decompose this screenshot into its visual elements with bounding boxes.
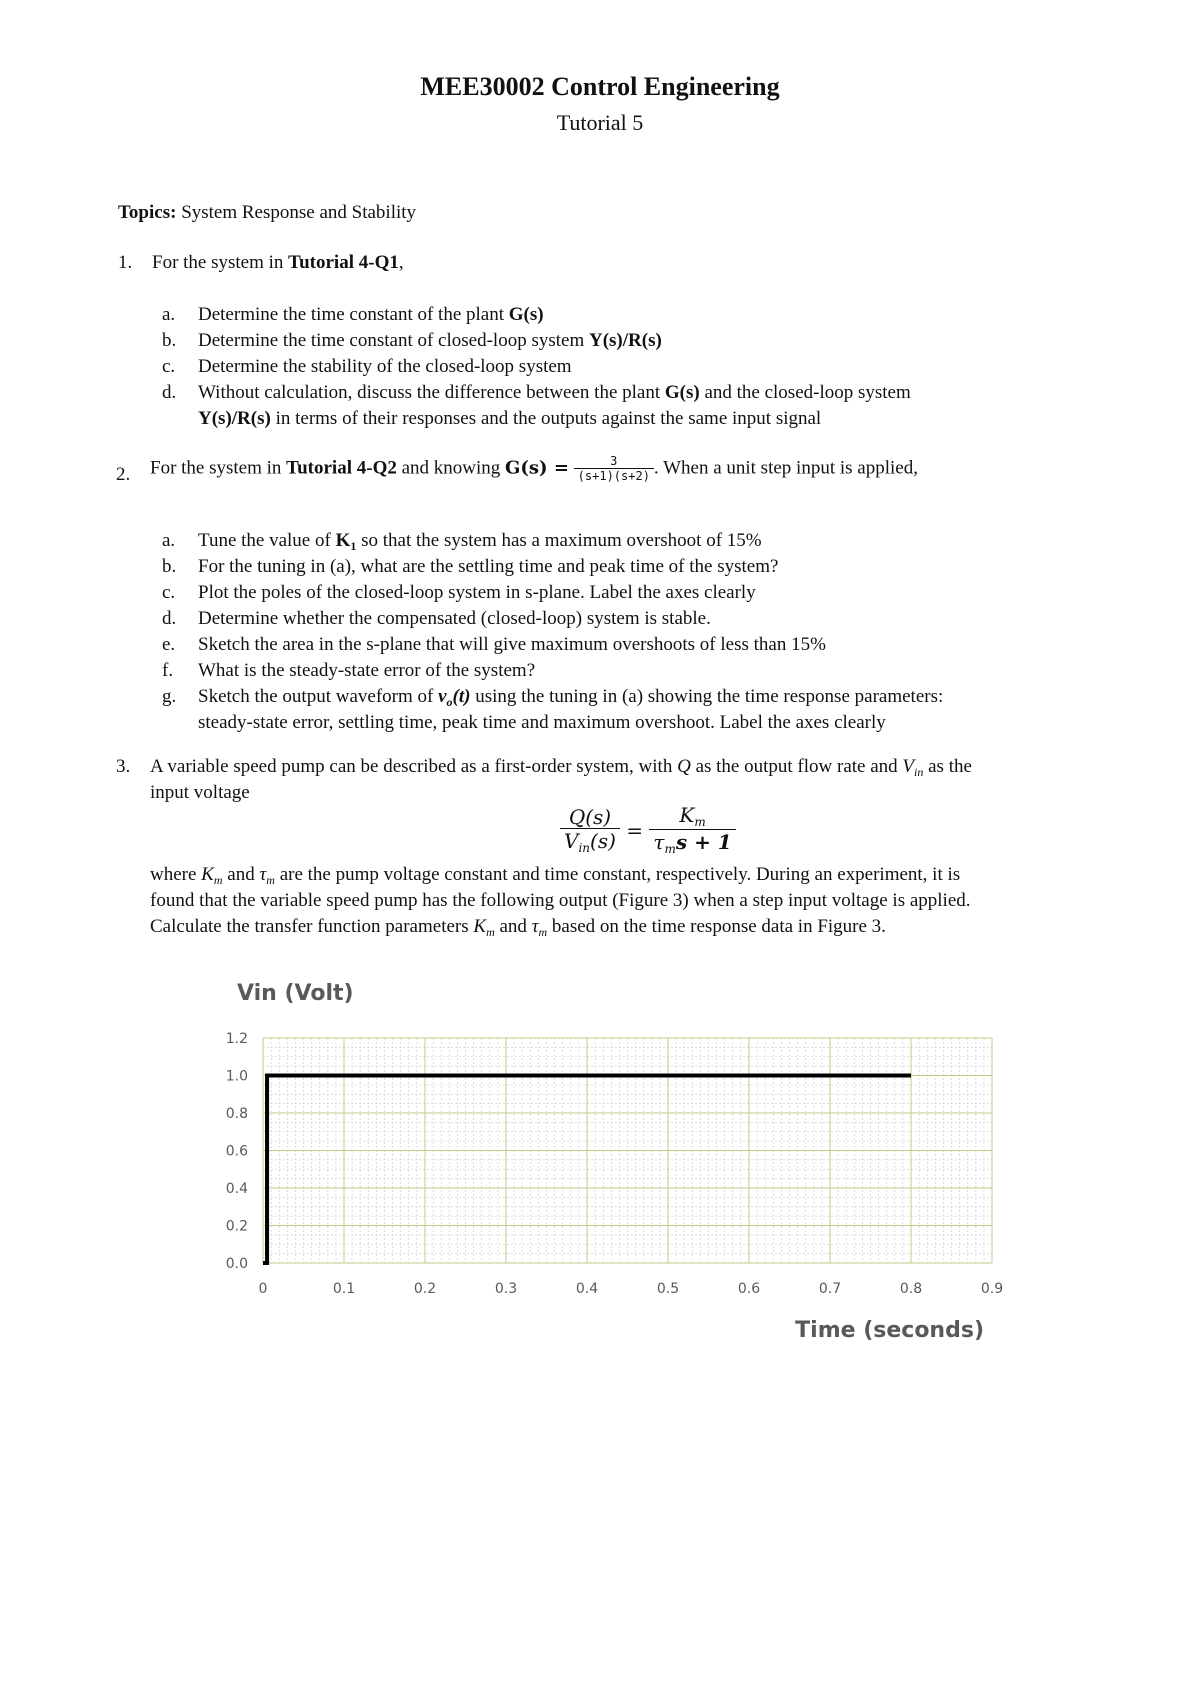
q3-eq-den-rest: (s) — [590, 828, 616, 853]
q3-text: Calculate the transfer function parameters — [150, 916, 469, 937]
q3-line5 — [150, 916, 886, 940]
q3-k-sub: m — [213, 873, 223, 887]
q1-item-bold: G(s) — [508, 304, 544, 325]
y-tick-label: 0.6 — [225, 1143, 248, 1160]
q3-eq-rhs-den — [649, 830, 735, 856]
x-tick-label: 0.4 — [575, 1281, 599, 1297]
x-tick-label: 0.9 — [980, 1281, 1004, 1297]
q2-item-letter: f. — [162, 660, 174, 681]
y-tick-label: 1.0 — [225, 1068, 248, 1085]
q3-equation — [560, 804, 736, 857]
q1-item-letter: b. — [162, 330, 177, 351]
q3-eq-lhs-num: Q(s) — [560, 806, 620, 829]
q2-vo — [438, 686, 470, 707]
q2-frac-den: (s+1)(s+2) — [577, 469, 650, 484]
q3-eq-den-rest: s + 1 — [675, 830, 732, 855]
y-tick-label: 0.2 — [225, 1218, 248, 1235]
q2-item-c: Plot the poles of the closed-loop system in s-plane. Label the axes clearly — [198, 582, 756, 603]
q1-item-d-line2 — [198, 408, 821, 430]
q1-item-letter: a. — [162, 304, 176, 325]
q3-var-vin — [902, 756, 923, 777]
q3-line1 — [150, 756, 972, 780]
q2-ref: Tutorial 4-Q2 — [286, 457, 397, 479]
q2-intro-mid: and knowing — [401, 457, 501, 479]
x-tick-label: 0.3 — [494, 1281, 518, 1297]
page-subtitle: Tutorial 5 — [556, 110, 644, 135]
q3-text: based on the time response data in Figure 3. — [551, 916, 886, 937]
q3-text: as the output flow rate and — [695, 756, 898, 777]
q2-vo-letter: v — [438, 686, 447, 707]
q2-vo-sub: o — [446, 695, 453, 709]
q2-frac-num: 3 — [574, 455, 654, 469]
q2-item-letter: g. — [162, 686, 177, 707]
q1-item-text: Without calculation, discuss the difference between the plant — [198, 382, 661, 403]
q3-km — [201, 864, 222, 885]
q2-item-letter: e. — [162, 634, 176, 655]
q2-item-b: For the tuning in (a), what are the settling time and peak time of the system? — [198, 556, 779, 577]
q3-k: K — [201, 864, 214, 885]
q2-item-text: using the tuning in (a) showing the time response parameters: — [475, 686, 944, 707]
q3-line3 — [150, 864, 960, 888]
q3-eq-tau: τ — [653, 830, 665, 855]
x-tick-label: 0.8 — [899, 1281, 923, 1297]
x-axis-label: Time (seconds) — [795, 1318, 984, 1343]
q3-tau: τ — [531, 916, 539, 937]
q3-k-sub: m — [486, 925, 495, 939]
q3-k: K — [473, 916, 487, 937]
q2-item-text: so that the system has a maximum overshoot of 15% — [361, 530, 762, 551]
q2-intro — [150, 455, 918, 484]
chart-svg — [205, 970, 1025, 1390]
q2-k1-sub: 1 — [350, 539, 357, 553]
q2-intro-text: For the system in — [150, 457, 282, 479]
q1-item-letter: d. — [162, 382, 177, 403]
q2-vo-post: (t) — [452, 686, 471, 707]
q3-number: 3. — [116, 756, 131, 777]
q1-item-c: Determine the stability of the closed-loop system — [198, 356, 572, 377]
q2-item-g — [198, 686, 943, 710]
q3-tau-sub: m — [538, 925, 548, 939]
y-tick-label: 0.0 — [225, 1256, 248, 1272]
x-tick-label: 0.1 — [332, 1281, 356, 1297]
q3-text: and — [499, 916, 527, 937]
q3-var-v: V — [902, 756, 915, 777]
q3-var-q: Q — [677, 756, 691, 777]
q3-var-v-sub: in — [914, 765, 924, 779]
q3-eq-k: K — [679, 803, 695, 827]
q3-eq-rhs — [649, 804, 735, 857]
q3-eq-den-sub: in — [578, 840, 591, 855]
q2-item-letter: a. — [162, 530, 176, 551]
q1-item-a — [198, 304, 544, 326]
q1-intro — [152, 252, 404, 274]
q2-intro-end: . When a unit step input is applied, — [653, 457, 918, 479]
q2-item-g-line2: steady-state error, settling time, peak time and maximum overshoot. Label the axes clearly — [198, 712, 886, 733]
q1-ref: Tutorial 4-Q1 — [288, 252, 399, 273]
figure-3-chart — [205, 970, 1025, 1390]
q3-taum — [532, 916, 547, 937]
q1-item-text: and the closed-loop system — [704, 382, 911, 403]
q2-item-a — [198, 530, 762, 554]
q2-item-letter: b. — [162, 556, 177, 577]
q3-eq-tau-sub: m — [664, 842, 676, 857]
q3-line2: input voltage — [150, 782, 250, 803]
q1-number: 1. — [118, 252, 133, 273]
q2-item-d: Determine whether the compensated (closed-loop) system is stable. — [198, 608, 711, 629]
x-tick-label: 0.2 — [413, 1281, 437, 1297]
y-axis-label: Vin (Volt) — [237, 981, 354, 1006]
topics-line — [118, 202, 416, 224]
x-tick-label: 0.7 — [818, 1281, 842, 1297]
q1-item-text: Determine the time constant of closed-loop system — [198, 330, 585, 351]
q3-line4: found that the variable speed pump has the following output (Figure 3) when a step input voltage is applied. — [150, 890, 971, 911]
q3-tau: τ — [259, 864, 267, 885]
q2-k1 — [336, 530, 357, 551]
q1-item-text: Determine the time constant of the plant — [198, 304, 505, 325]
q2-item-f: What is the steady-state error of the system? — [198, 660, 536, 681]
q3-eq-lhs-den — [560, 829, 620, 855]
q2-item-letter: d. — [162, 608, 177, 629]
x-tick-label: 0 — [258, 1281, 268, 1297]
x-tick-label: 0.5 — [656, 1281, 680, 1297]
x-tick-label: 0.6 — [737, 1281, 761, 1297]
q3-text: and — [227, 864, 255, 885]
q3-text: as the — [928, 756, 972, 777]
q2-item-e: Sketch the area in the s-plane that will give maximum overshoots of less than 15% — [198, 634, 826, 655]
q3-eq-lhs — [560, 806, 620, 855]
q3-km — [473, 916, 494, 937]
q3-eq-equals: = — [626, 818, 644, 843]
q2-item-text: Sketch the output waveform of — [198, 686, 434, 707]
q3-text: where — [150, 864, 197, 885]
q1-item-letter: c. — [162, 356, 176, 377]
q2-k1-letter: K — [335, 530, 351, 551]
q1-item-bold: G(s) — [664, 382, 700, 403]
topics-label: Topics: — [118, 202, 177, 223]
q3-tau-sub: m — [266, 873, 275, 887]
q3-eq-k-sub: m — [694, 815, 706, 829]
q2-g-label: G(s) = — [505, 457, 569, 479]
q3-eq-den-v: V — [564, 828, 579, 853]
q1-item-bold: Y(s)/R(s) — [198, 408, 271, 429]
topics-text: System Response and Stability — [181, 202, 417, 223]
q2-item-letter: c. — [162, 582, 176, 603]
q3-text: are the pump voltage constant and time constant, respectively. During an experiment, it is — [279, 864, 961, 885]
q1-item-b — [198, 330, 662, 352]
q1-intro-text: For the system in — [152, 252, 284, 273]
y-tick-label: 0.8 — [225, 1106, 248, 1122]
q3-text: A variable speed pump can be described as a first-order system, with — [150, 756, 673, 777]
q1-item-d — [198, 382, 911, 404]
page-title: MEE30002 Control Engineering — [420, 72, 780, 101]
q2-number: 2. — [116, 464, 131, 485]
q3-taum — [259, 864, 274, 885]
q3-eq-rhs-num — [649, 804, 735, 830]
q1-item-bold: Y(s)/R(s) — [588, 330, 662, 351]
q1-item-text: in terms of their responses and the outputs against the same input signal — [275, 408, 822, 429]
y-tick-label: 0.4 — [225, 1181, 248, 1197]
q2-fraction — [574, 455, 654, 484]
q2-item-text: Tune the value of — [198, 530, 331, 551]
y-tick-label: 1.2 — [225, 1031, 248, 1047]
q1-intro-end: , — [398, 252, 404, 273]
